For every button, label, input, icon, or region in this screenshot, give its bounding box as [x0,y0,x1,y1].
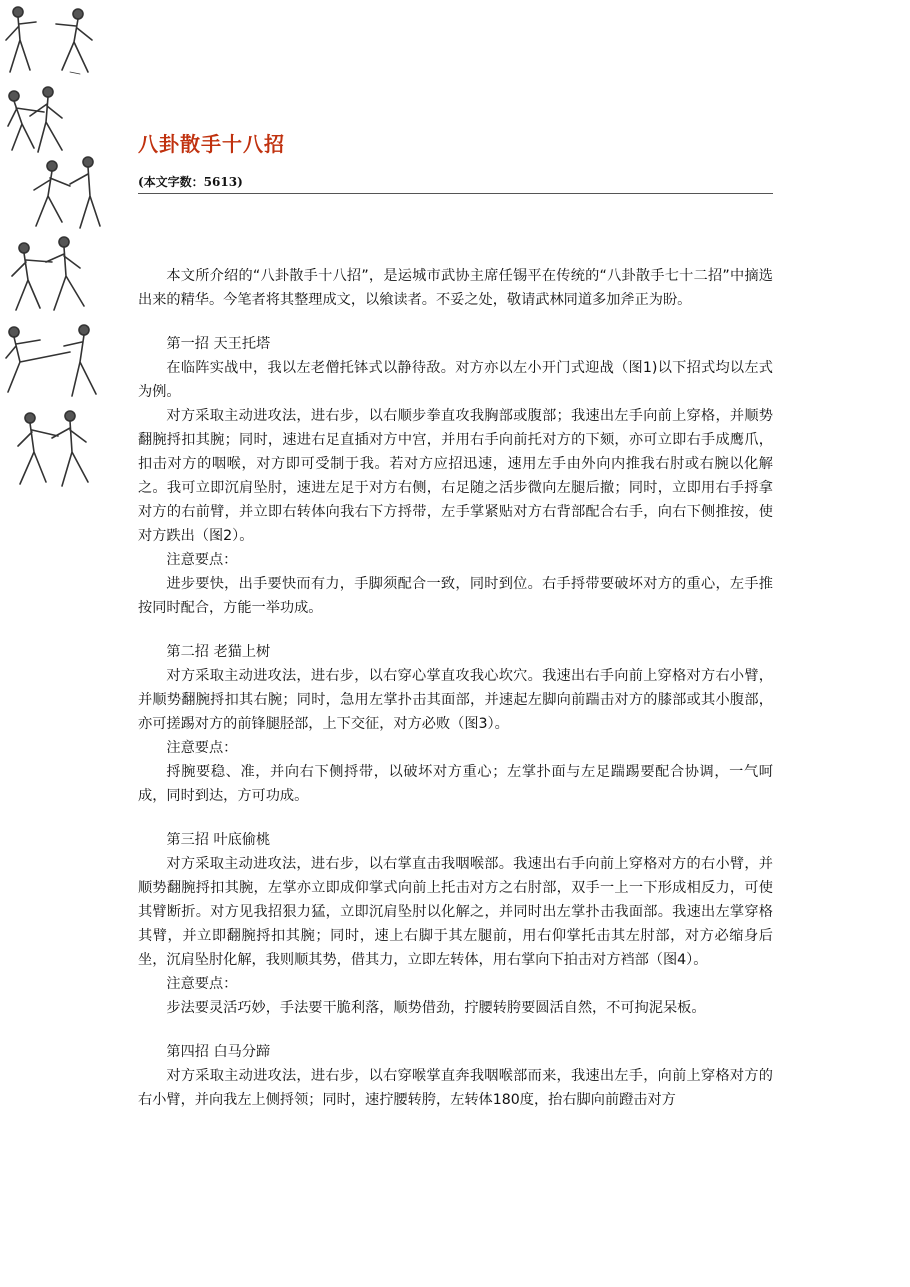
figure-pair-4 [12,237,84,310]
key-points-label: 注意要点： [166,976,238,992]
section-heading: 第一招 天王托塔 [166,336,271,352]
section-2 [138,640,773,808]
figure-pair-1 [6,7,92,74]
figure-pair-6 [18,411,88,486]
paragraph: 对方采取主动进攻法，进右步，以右顺步拳直攻我胸部或腹部；我速出左手向前上穿格，并顺势翻腕捋扣其腕；同时，速进右足直插对方中宫，并用右手向前托对方的下颏，亦可立即右手成鹰爪，扣击对方的咽喉，对方即可受制于我。若对方应招迅速，速用左手由外向内推我右肘或右腕以化解之。我可立即沉肩坠肘，速进左足于对方右侧，右足随之活步微向左腿后撤；同时，立即用右手捋拿对方的右前臂，并立即右转体向我右下方捋带，左手掌紧贴对方右背部配合右手，向右下侧推按，使对方跌出（图2）。 [138,408,773,544]
paragraph: 在临阵实战中，我以左老僧托钵式以静待敌。对方亦以左小开门式迎战（图1)以下招式均以左式为例。 [138,360,773,400]
section-1 [138,332,773,620]
section-heading: 第三招 叶底偷桃 [166,832,271,848]
martial-arts-illustration-column [0,0,110,500]
section-3 [138,828,773,1020]
section-4 [138,1040,773,1112]
paragraph: 对方采取主动进攻法，进右步，以右掌直击我咽喉部。我速出右手向前上穿格对方的右小臂，并顺势翻腕捋扣其腕，左掌亦立即成仰掌式向前上托击对方之右肘部，双手一上一下形成相反力，可使其臂断折。对方见我招狠力猛，立即沉肩坠肘以化解之，并同时出左掌扑击我面部。我速出左掌穿格其臂，并立即翻腕捋扣其腕；同时，速上右脚于其左腿前，用右仰掌托击其左肘部，对方必缩身后坐，沉肩坠肘化解，我则顺其势，借其力，立即左转体，用右掌向下拍击对方裆部（图4）。 [138,856,773,968]
article [138,128,773,1112]
figure-pair-5 [6,325,96,396]
figure-pair-2 [8,87,62,152]
paragraph: 对方采取主动进攻法，进右步，以右穿喉掌直奔我咽喉部而来，我速出左手，向前上穿格对方的右小臂，并向我左上侧捋领；同时，速拧腰转胯，左转体180度，抬右脚向前蹬击对方 [138,1068,773,1108]
word-count-label: (本文字数：5613) [138,173,773,194]
paragraph: 步法要灵活巧妙，手法要干脆利落，顺势借劲，拧腰转胯要圆活自然，不可拘泥呆板。 [166,1000,706,1016]
section-heading: 第二招 老猫上树 [166,644,271,660]
paragraph: 对方采取主动进攻法，进右步，以右穿心掌直攻我心坎穴。我速出右手向前上穿格对方右小臂，并顺势翻腕捋扣其右腕；同时，急用左掌扑击其面部，并速起左脚向前踹击对方的膝部或其小腹部，亦可搓踢对方的前锋腿胫部，上下交征，对方必败（图3）。 [138,668,773,732]
figure-pair-3 [34,157,100,228]
intro-paragraph: 本文所介绍的“八卦散手十八招”，是运城市武协主席任锡平在传统的“八卦散手七十二招”中摘选出来的精华。今笔者将其整理成文，以飨读者。不妥之处，敬请武林同道多加斧正为盼。 [138,268,773,308]
fighter-figures-illustration [0,0,110,500]
key-points-label: 注意要点： [166,740,238,756]
key-points-label: 注意要点： [166,552,238,568]
article-title: 八卦散手十八招 [138,132,285,156]
article-body [138,264,773,1112]
paragraph: 进步要快，出手要快而有力，手脚须配合一致，同时到位。右手捋带要破坏对方的重心，左手推按同时配合，方能一举功成。 [138,576,773,616]
paragraph: 捋腕要稳、准，并向右下侧捋带，以破坏对方重心；左掌扑面与左足踹踢要配合协调，一气呵成，同时到达，方可功成。 [138,764,773,804]
section-heading: 第四招 白马分蹄 [166,1044,271,1060]
